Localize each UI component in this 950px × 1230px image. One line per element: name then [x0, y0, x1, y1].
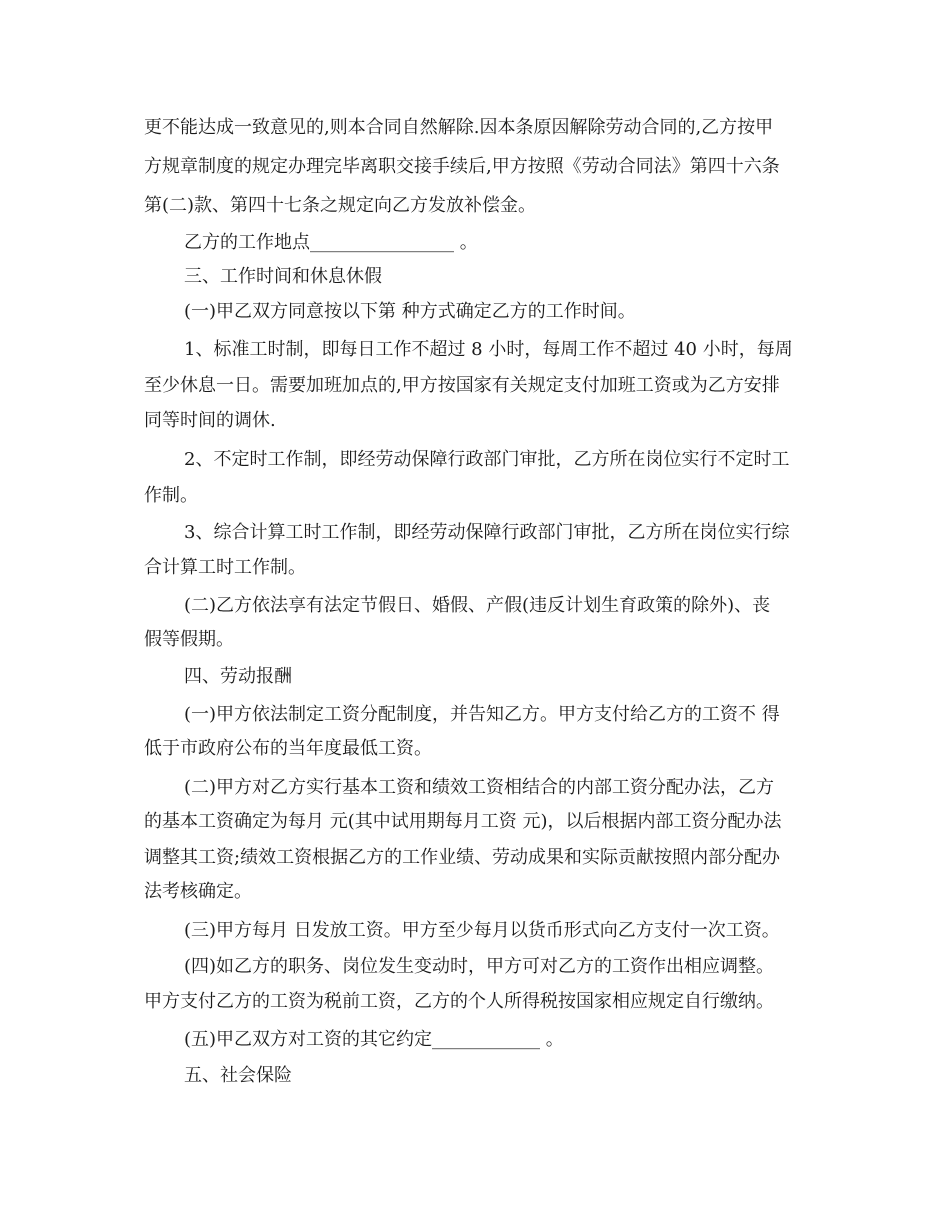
section-heading: 三、工作时间和休息休假: [184, 266, 382, 287]
text-line: 1、标准工时制，即每日工作不超过 8 小时，每周工作不超过 40 小时，每周: [184, 339, 793, 360]
text-line: 第(二)款、第四十七条之规定向乙方发放补偿金。: [144, 195, 537, 216]
text-line: 至少休息一日。需要加班加点的,甲方按国家有关规定支付加班工资或为乙方安排: [144, 375, 780, 396]
text-line: 3、综合计算工时工作制，即经劳动保障行政部门审批，乙方所在岗位实行综: [184, 522, 790, 543]
text-line: (二)乙方依法享有法定节假日、婚假、产假(违反计划生育政策的除外)、丧: [184, 595, 771, 616]
section-heading: 四、劳动报酬: [184, 666, 292, 687]
text-line: (三)甲方每月 日发放工资。甲方至少每月以货币形式向乙方支付一次工资。: [184, 920, 780, 941]
text-line: 更不能达成一致意见的,则本合同自然解除.因本条原因解除劳动合同的,乙方按甲: [144, 117, 774, 138]
text-line: (四)如乙方的职务、岗位发生变动时，甲方可对乙方的工资作出相应调整。: [184, 956, 775, 977]
text-line: 作制。: [144, 485, 198, 506]
text-line: 同等时间的调休.: [144, 410, 276, 431]
text-line: 乙方的工作地点________________ 。: [184, 232, 478, 253]
text-line: (一)甲方依法制定工资分配制度，并告知乙方。甲方支付给乙方的工资不 得: [184, 704, 780, 725]
text-line: 调整其工资;绩效工资根据乙方的工作业绩、劳动成果和实际贡献按照内部分配办: [144, 847, 781, 868]
text-line: 低于市政府公布的当年度最低工资。: [144, 738, 432, 759]
text-line: (五)甲乙双方对工资的其它约定____________ 。: [184, 1029, 564, 1050]
text-line: 的基本工资确定为每月 元(其中试用期每月工资 元)，以后根据内部工资分配办法: [144, 811, 782, 832]
text-line: 假等假期。: [144, 629, 234, 650]
text-line: 合计算工时工作制。: [144, 557, 306, 578]
text-line: 法考核确定。: [144, 881, 252, 902]
text-line: (一)甲乙双方同意按以下第 种方式确定乙方的工作时间。: [184, 301, 636, 322]
text-line: (二)甲方对乙方实行基本工资和绩效工资相结合的内部工资分配办法，乙方: [184, 777, 775, 798]
text-line: 2、不定时工作制，即经劳动保障行政部门审批，乙方所在岗位实行不定时工: [184, 449, 790, 470]
text-line: 方规章制度的规定办理完毕离职交接手续后,甲方按照《劳动合同法》第四十六条: [144, 156, 780, 177]
text-line: 甲方支付乙方的工资为税前工资，乙方的个人所得税按国家相应规定自行缴纳。: [144, 991, 774, 1012]
section-heading: 五、社会保险: [184, 1065, 292, 1086]
